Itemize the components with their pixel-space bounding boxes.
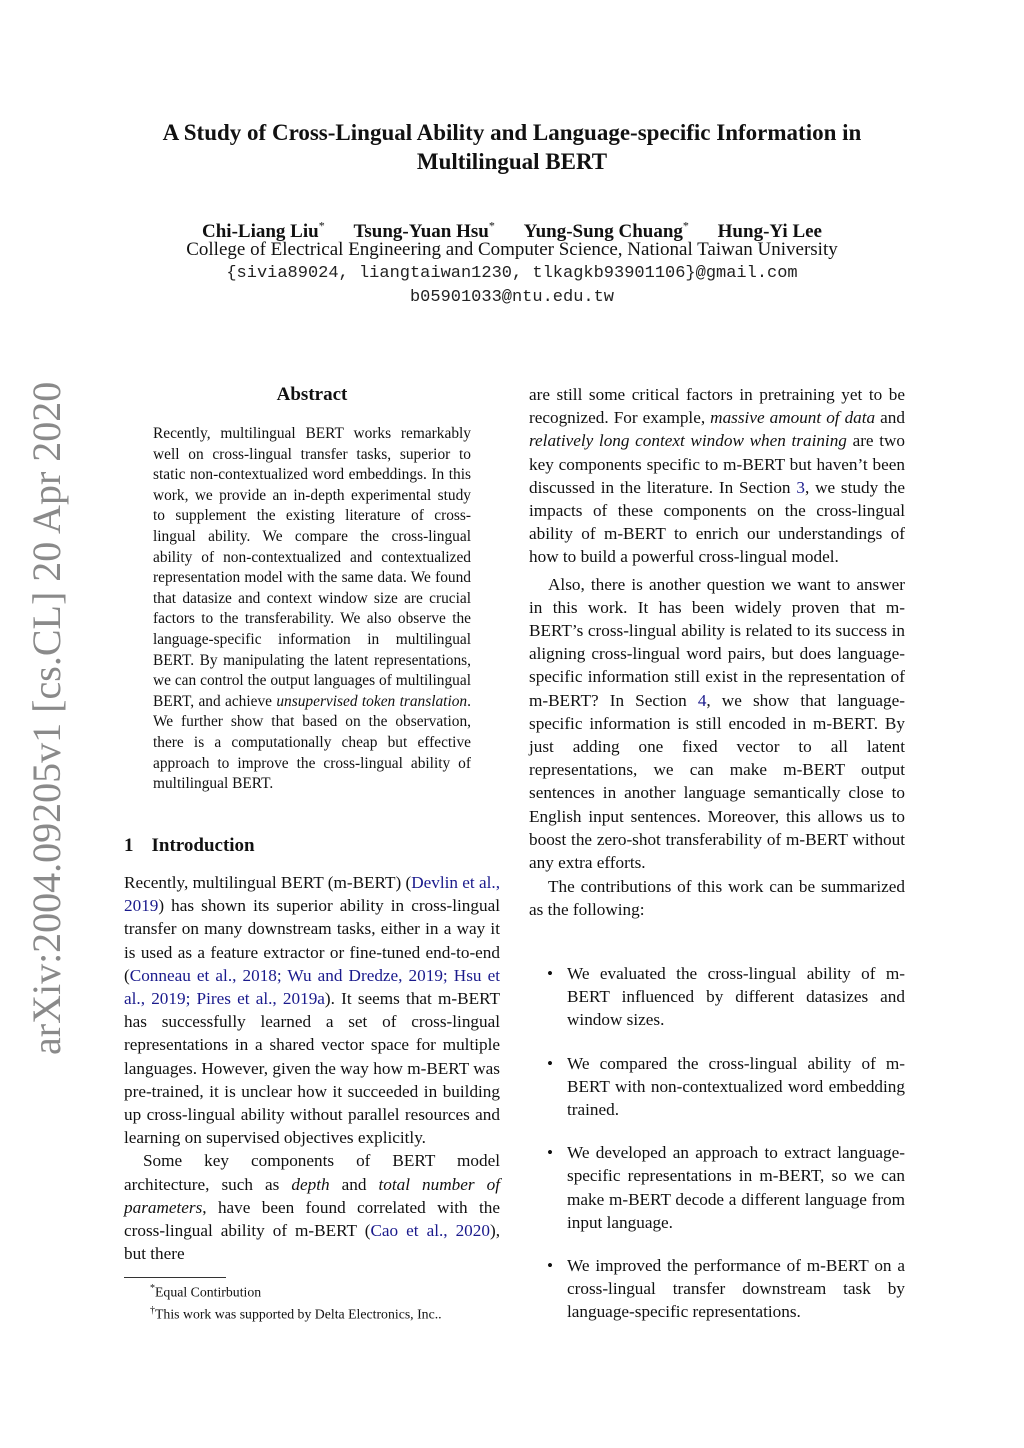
footnote: †This work was supported by Delta Electronics, Inc..	[150, 1304, 442, 1322]
section-title: Introduction	[151, 835, 255, 856]
bullet-icon: •	[547, 1256, 554, 1276]
arxiv-stamp: arXiv:2004.09205v1 [cs.CL] 20 Apr 2020	[24, 381, 69, 1055]
author: Chi-Liang Liu*	[202, 219, 325, 243]
author: Tsung-Yuan Hsu*	[353, 219, 495, 243]
paragraph: Recently, multilingual BERT (m-BERT) (Devlin et al., 2019) has shown its superior ability in cross-lingual transfer on many downstream tasks, either in a way it is used as a feature extractor or fine-tuned end-to-end (Conneau et al., 2018; Wu and Dredze, 2019; Hsu et al., 2019; Pires et al., 2019a). It seems that m-BERT has successfully learned a set of cross-lingual representations in a shared vector space for multiple languages. However, given the way how m-BERT was pre-trained, it is unclear how it succeeded in building up cross-lingual ability without parallel resources and learning on supervised objectives explicitly.	[124, 873, 500, 1148]
paragraph-continued: are still some critical factors in pretraining yet to be recognized. For example, massive amount of data and relatively long context window when training are two key components specific to m-BERT but haven’t been discussed in the literature. In Section 3, we study the impacts of these components on the cross-lingual ability of m-BERT to enrich our understandings of how to build a powerful cross-lingual model.	[529, 385, 905, 567]
bullet-icon: •	[547, 964, 554, 983]
citation-link[interactable]: Conneau et al., 2018; Wu and Dredze, 2019; Hsu et al., 2019; Pires et al., 2019a	[124, 965, 500, 1009]
abstract-body: Recently, multilingual BERT works remarkably well on cross-lingual transfer tasks, superior to static non-contextualized word embeddings. In this work, we provide an in-depth experimental study to supplement the existing literature of cross-lingual ability. We compare the cross-lingual ability of non-contextualized and contextualized representation model with the same data. We found that datasize and context window size are crucial factors to the transferability. We also observe the language-specific information in multilingual BERT. By manipulating the latent representations, we can control the output languages of multilingual BERT, and achieve unsupervised token translation. We further show that based on the observation, there is a computationally cheap but effective approach to improve the cross-lingual ability of multilingual BERT.	[153, 425, 471, 793]
bullet-icon: •	[547, 1053, 554, 1073]
author: Yung-Sung Chuang*	[523, 219, 689, 243]
paragraph: The contributions of this work can be summarized as the following:	[529, 877, 905, 920]
list-item: • We improved the performance of m-BERT on a cross-lingual transfer downstream task by language-specific representations.	[547, 1256, 905, 1322]
right-column	[529, 383, 905, 922]
email-line: {sivia89024, liangtaiwan1230, tlkagkb93901106}@gmail.com	[226, 264, 798, 283]
left-column	[124, 871, 500, 1265]
paragraph: Some key components of BERT model architecture, such as depth and total number of parameters, have been found correlated with the cross-lingual ability of m-BERT (Cao et al., 2020), but there	[124, 1151, 500, 1264]
section-number: 1	[124, 835, 134, 856]
email-line: b05901033@ntu.edu.tw	[409, 288, 615, 307]
citation-link[interactable]: Devlin et al., 2019	[124, 873, 500, 916]
footnotes	[150, 1280, 510, 1323]
contribution-list	[529, 962, 905, 1344]
footnote: *Equal Contirbution	[150, 1283, 262, 1300]
list-item: • We evaluated the cross-lingual ability of m-BERT influenced by different datasizes and window sizes.	[547, 964, 905, 1030]
section-ref-link[interactable]: 4	[697, 690, 707, 710]
paragraph: Also, there is another question we want to answer in this work. It has been widely proven that m-BERT’s cross-lingual ability is related to its success in aligning cross-lingual word pairs, but does language-specific information still exist in the representation of m-BERT? In Section 4, we show that language-specific information is still encoded in m-BERT. By just adding one fixed vector to all latent representations, we can make m-BERT output sentences in another language semantically close to English input sentences. Moreover, this allows us to boost the zero-shot transferability of m-BERT without any extra efforts.	[529, 574, 905, 873]
list-item: • We compared the cross-lingual ability of m-BERT with non-contextualized word embedding trained.	[547, 1053, 905, 1120]
author: Hung-Yi Lee	[717, 221, 822, 243]
email-block	[100, 262, 924, 310]
section-heading	[124, 833, 255, 859]
section-ref-link[interactable]: 3	[796, 477, 805, 497]
citation-link[interactable]: Cao et al., 2020	[370, 1221, 490, 1241]
affiliation: College of Electrical Engineering and Computer Science, National Taiwan University	[186, 239, 838, 260]
footnote-rule	[124, 1277, 226, 1278]
abstract-title: Abstract	[276, 384, 348, 405]
bullet-icon: •	[547, 1143, 554, 1163]
paper-title: A Study of Cross-Lingual Ability and Language-specific Information in Multilingual BERT	[162, 120, 862, 174]
list-item: • We developed an approach to extract language-specific representations in m-BERT, so we can make m-BERT decode a different language from input language.	[547, 1143, 905, 1232]
